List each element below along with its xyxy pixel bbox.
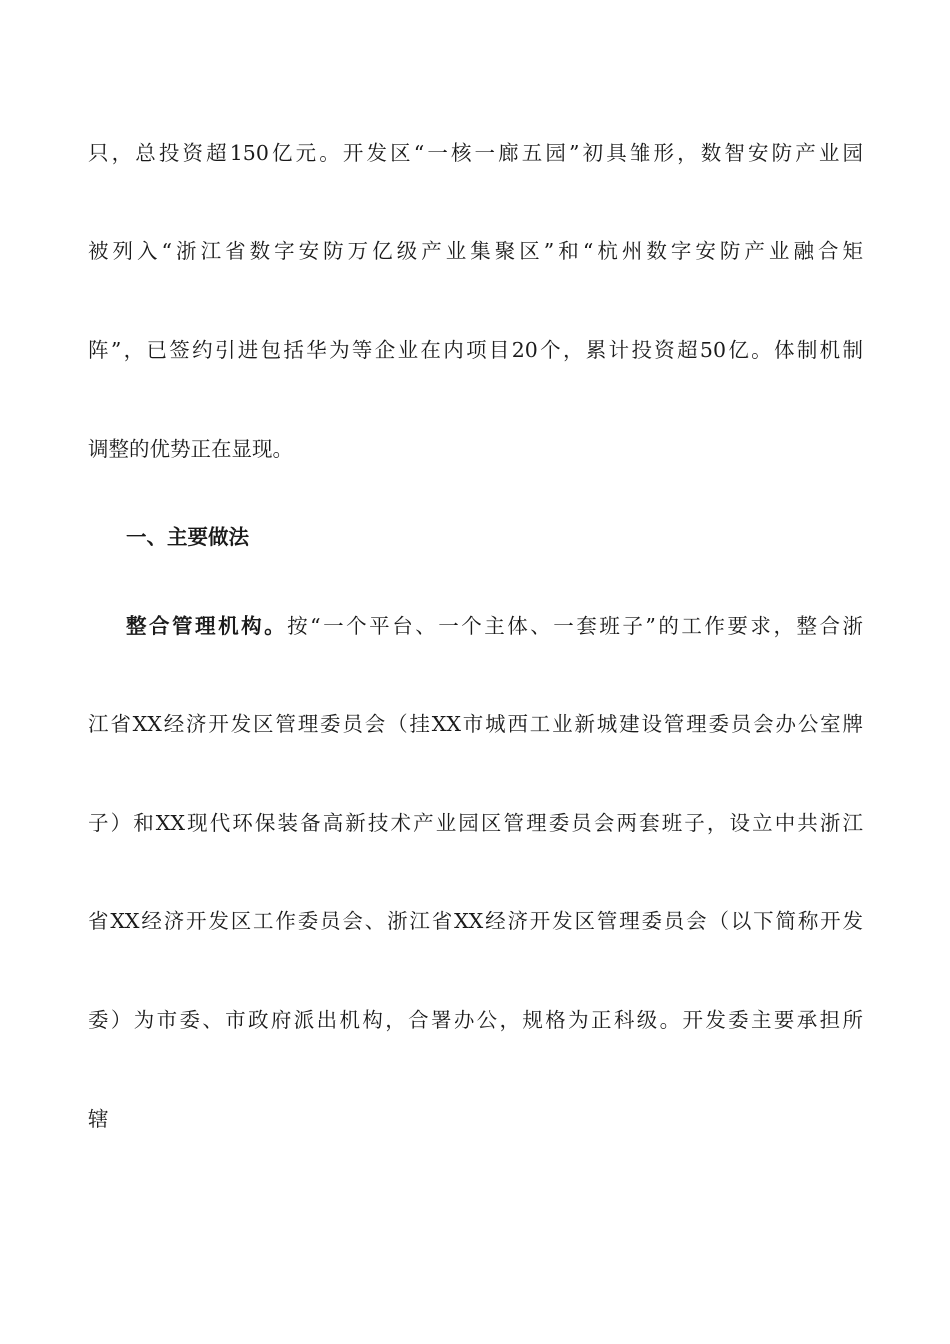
paragraph-2-line-4: 省XX经济开发区工作委员会、浙江省XX经济开发区管理委员会（以下简称开发: [88, 909, 863, 933]
paragraph-1-line-2: 被列入“浙江省数字安防万亿级产业集聚区”和“杭州数字安防产业融合矩: [88, 239, 863, 263]
paragraph-1-line-4: 调整的优势正在显现。: [88, 437, 293, 461]
section-heading: 一、主要做法: [126, 525, 249, 549]
paragraph-2-line-1: [126, 612, 863, 640]
paragraph-1-line-1: 只，总投资超150亿元。开发区“一核一廊五园”初具雏形，数智安防产业园: [88, 141, 863, 165]
paragraph-2-line-6: 辖: [88, 1107, 109, 1131]
paragraph-2-line-1-text: 按“一个平台、一个主体、一套班子”的工作要求，整合浙: [287, 614, 863, 638]
paragraph-2-line-2: 江省XX经济开发区管理委员会（挂XX市城西工业新城建设管理委员会办公室牌: [88, 712, 863, 736]
paragraph-2-lead: 整合管理机构。: [126, 614, 288, 638]
paragraph-1-line-3: 阵”，已签约引进包括华为等企业在内项目20个，累计投资超50亿。体制机制: [88, 338, 863, 362]
paragraph-2-line-3: 子）和XX现代环保装备高新技术产业园区管理委员会两套班子，设立中共浙江: [88, 811, 863, 835]
paragraph-2-line-5: 委）为市委、市政府派出机构，合署办公，规格为正科级。开发委主要承担所: [88, 1008, 863, 1032]
